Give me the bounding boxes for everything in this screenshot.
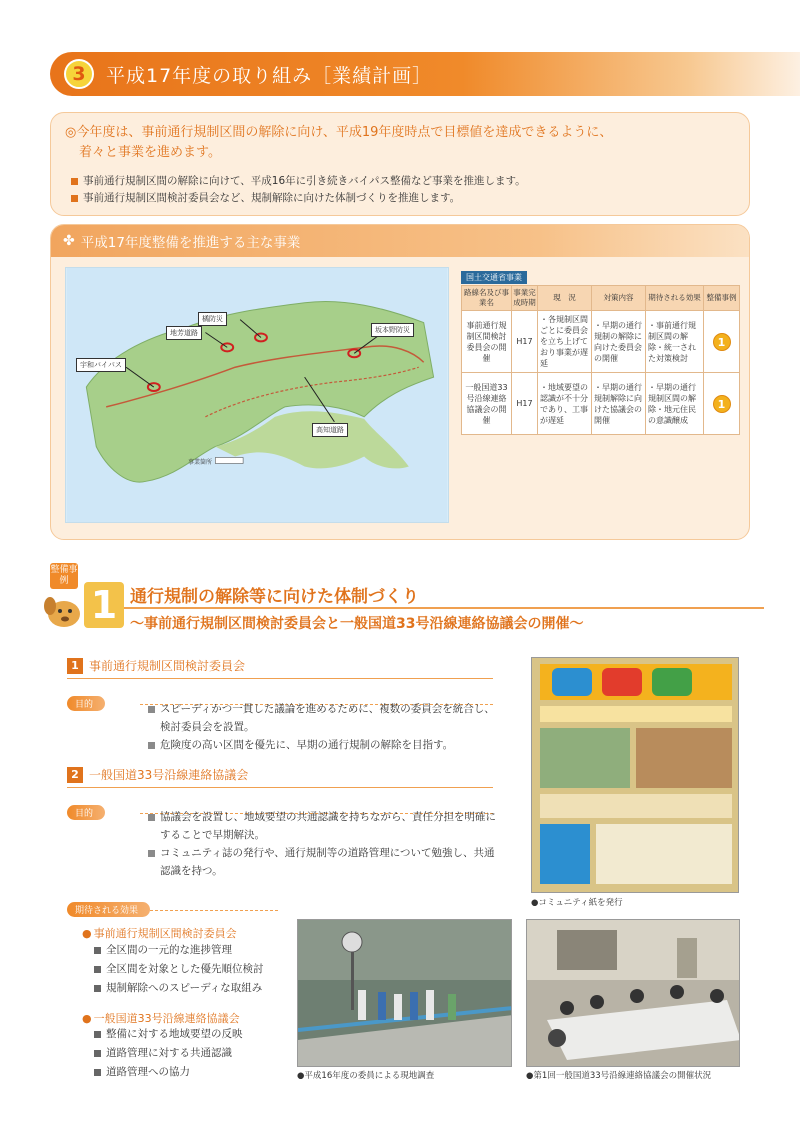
status-cell: ・地域要望の認識が不十分であり、工事が遅延 [538, 373, 592, 435]
community-paper-image [531, 657, 739, 893]
map-legend-label: 事業箇所 [188, 459, 213, 466]
map-label-uwa-bypass: 宇和バイパス [76, 358, 126, 372]
column-header: 整備事例 [704, 286, 740, 311]
map-label-tachibana-disaster-prevention: 橘防災 [198, 312, 227, 326]
measure-cell: ・早期の通行規制解除に向けた協議会の開催 [592, 373, 646, 435]
effect-item: 道路管理に対する共通認識 [94, 1044, 294, 1063]
effect-item: 規制解除へのスピーディな取組み [94, 979, 294, 998]
effect-item: 整備に対する地域要望の反映 [94, 1025, 294, 1044]
purpose-list [148, 700, 498, 754]
project-name-cell: 一般国道33号沿線連絡協議会の開催 [462, 373, 512, 435]
panel-title: 平成17年度整備を推進する主な事業 [80, 235, 301, 251]
subsection-divider [67, 678, 493, 679]
purpose-item: 協議会を設置し、地域要望の共通認識を持ちながら、責任分担を明確にすることで早期解決。 [148, 808, 498, 844]
project-name-cell: 事前通行規制区間検討委員会の開催 [462, 311, 512, 373]
subsection-number: 2 [67, 767, 83, 783]
period-cell: H17 [512, 311, 538, 373]
paper-caption: ●コミュニティ紙を発行 [531, 898, 623, 908]
purpose-item: スピーディかつ一貫した議論を進めるために、複数の委員会を統合し、検討委員会を設置。 [148, 700, 498, 736]
column-header: 期待される効果 [646, 286, 704, 311]
table-row [462, 311, 740, 373]
community-paper-graphic [532, 658, 739, 893]
intro-box [50, 112, 750, 216]
effects-pill: 期待される効果 [67, 902, 150, 917]
meeting-graphic [527, 920, 740, 1067]
intro-lead-line1: ◎今年度は、事前通行規制区間の解除に向け、平成19年度時点で目標値を達成できるように、 [65, 125, 613, 140]
column-header: 対策内容 [592, 286, 646, 311]
map-graphic [66, 268, 448, 522]
purpose-pill: 目的 [67, 805, 105, 820]
effects-list [94, 941, 294, 998]
effect-cell: ・事前通行規制区間の解除・統一された対策検討 [646, 311, 704, 373]
table-tag: 国土交通省事業 [461, 271, 527, 284]
effects-list [94, 1025, 294, 1082]
period-cell: H17 [512, 373, 538, 435]
purpose-pill: 目的 [67, 696, 105, 711]
map-label-kochi-road: 高知道路 [312, 423, 348, 437]
effect-item: 全区間を対象とした優先順位検討 [94, 960, 294, 979]
projects-table-wrap [461, 265, 739, 435]
subsection-title: 事前通行規制区間検討委員会 [89, 659, 246, 673]
effect-item: 全区間の一元的な進捗管理 [94, 941, 294, 960]
flower-icon: ✤ [63, 233, 75, 249]
subsection-heading [67, 766, 248, 783]
table-header-row [462, 286, 740, 311]
table-row [462, 373, 740, 435]
example-badge: 1 [713, 333, 731, 351]
column-header: 現 況 [538, 286, 592, 311]
column-header: 事業完成時期 [512, 286, 538, 311]
status-cell: ・各規制区間ごとに委員会を立ち上げており事業が遅延 [538, 311, 592, 373]
column-header: 路線名及び事業名 [462, 286, 512, 311]
section-title: 平成17年度の取り組み［業績計画］ [106, 64, 433, 87]
panel-title-bar [51, 225, 749, 257]
case-number: 1 [84, 582, 124, 628]
intro-bullets [65, 173, 735, 207]
example-badge: 1 [713, 395, 731, 413]
intro-lead [65, 123, 735, 163]
example-cell [704, 311, 740, 373]
effects-heading: ● 事前通行規制区間検討委員会 [82, 925, 237, 941]
effect-item: 道路管理への協力 [94, 1063, 294, 1082]
measure-cell: ・早期の通行規制の解除に向けた委員会の開催 [592, 311, 646, 373]
case-divider [124, 607, 764, 609]
site-survey-photo [297, 919, 512, 1067]
purpose-list [148, 808, 498, 880]
purpose-item: 危険度の高い区間を優先に、早期の通行規制の解除を目指す。 [148, 736, 498, 754]
dog-mascot-icon [40, 590, 86, 630]
subsection-divider [67, 787, 493, 788]
case-title: 通行規制の解除等に向けた体制づくり [130, 587, 419, 607]
example-cell [704, 373, 740, 435]
subsection-title: 一般国道33号沿線連絡協議会 [89, 768, 249, 782]
section-header [50, 52, 800, 96]
case-tag: 整備事例 [50, 563, 78, 589]
subsection-number: 1 [67, 658, 83, 674]
purpose-item: コミュニティ誌の発行や、通行規制等の道路管理について勉強し、共通認識を持つ。 [148, 844, 498, 880]
case-subtitle: 〜事前通行規制区間検討委員会と一般国道33号沿線連絡協議会の開催〜 [130, 616, 584, 632]
intro-bullet: 事前通行規制区間検討委員会など、規制解除に向けた体制づくりを推進します。 [65, 190, 735, 207]
meeting-caption: ●第1回一般国道33号沿線連絡協議会の開催状況 [526, 1071, 712, 1081]
site-survey-graphic [298, 920, 512, 1067]
subsection-heading [67, 657, 245, 674]
section-number-badge: 3 [64, 59, 94, 89]
map-label-jiyoshi-road: 地芳道路 [166, 326, 202, 340]
intro-bullet: 事前通行規制区間の解除に向けて、平成16年に引き続きバイパス整備など事業を推進します。 [65, 173, 735, 190]
projects-table [461, 285, 740, 435]
effect-cell: ・早期の通行規制区間の解除・地元住民の意識醸成 [646, 373, 704, 435]
survey-caption: ●平成16年度の委員による現地調査 [297, 1071, 435, 1081]
projects-panel [50, 224, 750, 540]
intro-lead-line2: 着々と事業を進めます。 [79, 145, 221, 160]
map-label-sakamotono-disaster-prevention: 坂本野防災 [371, 323, 414, 337]
effects-heading: ● 一般国道33号沿線連絡協議会 [82, 1010, 240, 1026]
pill-divider [150, 910, 278, 911]
project-map [65, 267, 449, 523]
meeting-photo [526, 919, 740, 1067]
